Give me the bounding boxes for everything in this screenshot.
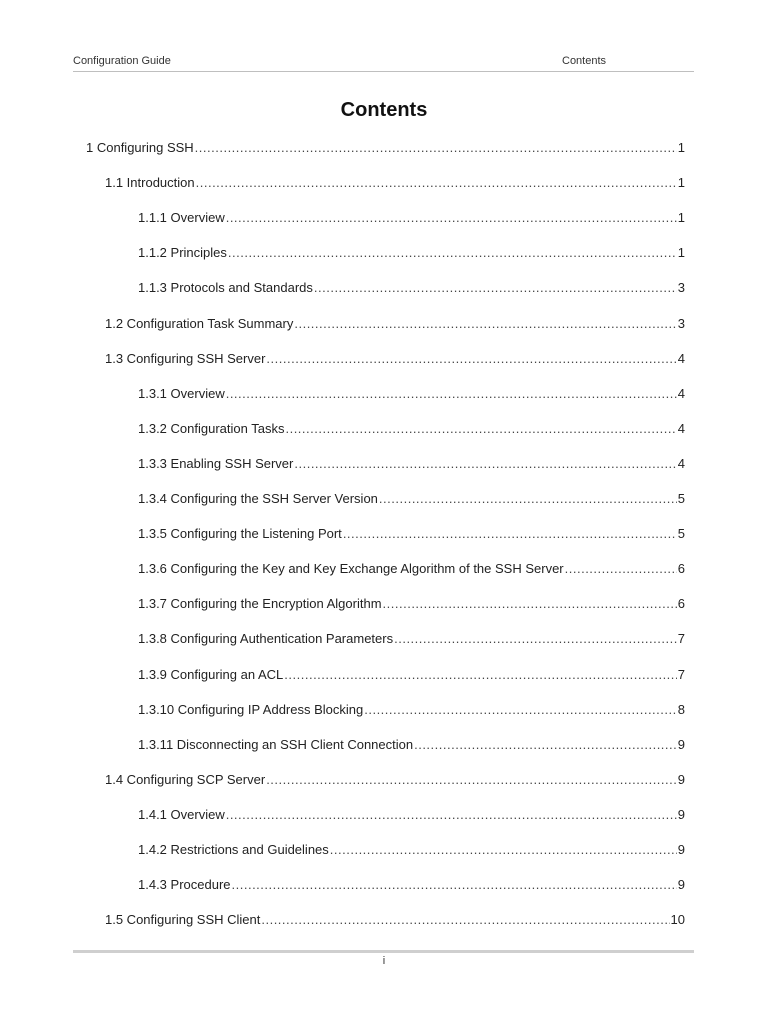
toc-dot-leader bbox=[284, 667, 676, 683]
toc-entry-label: 1.1.1 Overview bbox=[138, 210, 225, 226]
toc-entry-label: 1.4.3 Procedure bbox=[138, 877, 231, 893]
toc-entry-page-number: 9 bbox=[677, 771, 685, 787]
toc-entry[interactable] bbox=[138, 278, 685, 296]
page-title: Contents bbox=[340, 99, 428, 121]
header-section-title: Contents bbox=[562, 55, 607, 67]
toc-entry-label: 1.4 Configuring SCP Server bbox=[105, 771, 266, 787]
toc-entry-page-number: 1 bbox=[677, 245, 685, 261]
header-document-title: Configuration Guide bbox=[73, 55, 171, 67]
toc-entry[interactable] bbox=[105, 349, 685, 367]
toc-dot-leader bbox=[285, 421, 676, 437]
toc-entry-page-number: 8 bbox=[677, 701, 685, 717]
toc-entry[interactable] bbox=[138, 875, 685, 893]
toc-entry-label: 1.3.1 Overview bbox=[138, 385, 225, 401]
toc-entry[interactable] bbox=[138, 805, 685, 823]
toc-entry-label: 1.3.8 Configuring Authentication Parameters bbox=[138, 631, 394, 647]
toc-entry-page-number: 9 bbox=[677, 842, 685, 857]
toc-entry-page-number: 9 bbox=[677, 877, 685, 893]
toc-dot-leader bbox=[394, 631, 677, 647]
toc-entry[interactable] bbox=[105, 173, 685, 191]
footer-page-number: i bbox=[382, 955, 386, 967]
toc-entry[interactable] bbox=[105, 910, 685, 928]
toc-entry-page-number: 5 bbox=[677, 526, 685, 542]
toc-entry-label: 1.5 Configuring SSH Client bbox=[105, 912, 261, 928]
toc-entry-page-number: 4 bbox=[677, 455, 685, 471]
toc-entry-label: 1.1.2 Principles bbox=[138, 245, 227, 261]
toc-entry[interactable] bbox=[138, 454, 685, 472]
toc-dot-leader bbox=[314, 280, 677, 296]
toc-entry-page-number: 1 bbox=[677, 210, 685, 226]
toc-entry[interactable] bbox=[138, 524, 685, 542]
toc-entry[interactable] bbox=[138, 559, 685, 577]
toc-entry[interactable] bbox=[138, 840, 685, 858]
toc-entry-page-number: 7 bbox=[677, 666, 685, 682]
toc-entry-label: 1.3.2 Configuration Tasks bbox=[138, 420, 285, 436]
toc-entry-page-number: 5 bbox=[677, 491, 685, 506]
toc-entry[interactable] bbox=[138, 384, 685, 402]
toc-entry-page-number: 3 bbox=[677, 315, 685, 331]
toc-entry-label: 1.3.7 Configuring the Encryption Algorithm bbox=[138, 596, 382, 612]
toc-entry-label: 1.3 Configuring SSH Server bbox=[105, 350, 266, 366]
toc-entry-page-number: 9 bbox=[677, 736, 685, 752]
toc-entry[interactable] bbox=[138, 243, 685, 261]
toc-entry-label: 1.2 Configuration Task Summary bbox=[105, 315, 294, 331]
toc-entry-label: 1.4.2 Restrictions and Guidelines bbox=[138, 842, 329, 857]
toc-entry-label: 1.3.5 Configuring the Listening Port bbox=[138, 526, 342, 542]
toc-entry-page-number: 7 bbox=[677, 631, 685, 647]
toc-dot-leader bbox=[330, 842, 677, 858]
toc-entry-label: 1.3.11 Disconnecting an SSH Client Connection bbox=[138, 736, 414, 752]
toc-entry-page-number: 4 bbox=[677, 350, 685, 366]
toc-dot-leader bbox=[266, 351, 676, 367]
toc-dot-leader bbox=[261, 912, 669, 928]
page-header bbox=[73, 54, 694, 72]
toc-entry[interactable] bbox=[138, 700, 685, 718]
toc-entry[interactable] bbox=[138, 208, 685, 226]
toc-dot-leader bbox=[226, 386, 677, 402]
toc-dot-leader bbox=[266, 772, 677, 788]
toc-dot-leader bbox=[195, 140, 677, 156]
toc-entry-label: 1.3.9 Configuring an ACL bbox=[138, 666, 284, 682]
toc-entry[interactable] bbox=[86, 138, 685, 156]
toc-dot-leader bbox=[226, 807, 677, 823]
toc-entry[interactable] bbox=[138, 594, 685, 612]
toc-entry-label: 1.1.3 Protocols and Standards bbox=[138, 280, 313, 296]
toc-entry-page-number: 4 bbox=[677, 420, 685, 436]
toc-entry-label: 1.4.1 Overview bbox=[138, 806, 225, 822]
toc-entry-label: 1.3.6 Configuring the Key and Key Exchange Algorithm of the SSH Server bbox=[138, 561, 564, 577]
toc-entry-label: 1.3.4 Configuring the SSH Server Version bbox=[138, 491, 378, 506]
toc-entry[interactable] bbox=[105, 314, 685, 332]
toc-entry-page-number: 6 bbox=[677, 561, 685, 577]
toc-entry-page-number: 1 bbox=[677, 175, 685, 191]
toc-dot-leader bbox=[226, 210, 677, 226]
toc-entry[interactable] bbox=[138, 665, 685, 683]
toc-dot-leader bbox=[383, 596, 677, 612]
toc-entry-label: 1.3.10 Configuring IP Address Blocking bbox=[138, 701, 364, 717]
toc-dot-leader bbox=[196, 175, 677, 191]
toc-entry-page-number: 4 bbox=[677, 385, 685, 401]
toc-entry-page-number: 9 bbox=[677, 806, 685, 822]
toc-entry-page-number: 3 bbox=[677, 280, 685, 296]
toc-dot-leader bbox=[565, 561, 677, 577]
toc-dot-leader bbox=[343, 526, 677, 542]
toc-entry-label: 1 Configuring SSH bbox=[86, 140, 194, 155]
toc-entry[interactable] bbox=[138, 489, 685, 507]
toc-entry[interactable] bbox=[138, 735, 685, 753]
toc-entry[interactable] bbox=[138, 419, 685, 437]
toc-dot-leader bbox=[294, 316, 676, 332]
footer-divider bbox=[73, 950, 694, 953]
toc-entry[interactable] bbox=[105, 770, 685, 788]
toc-entry-page-number: 6 bbox=[677, 596, 685, 612]
toc-dot-leader bbox=[294, 456, 676, 472]
toc-dot-leader bbox=[379, 491, 677, 507]
toc-entry-label: 1.1 Introduction bbox=[105, 175, 195, 191]
toc-dot-leader bbox=[228, 245, 677, 261]
toc-entry-page-number: 10 bbox=[670, 912, 685, 928]
toc-entry-page-number: 1 bbox=[677, 140, 685, 155]
toc-entry[interactable] bbox=[138, 629, 685, 647]
toc-dot-leader bbox=[364, 702, 677, 718]
toc-dot-leader bbox=[232, 877, 677, 893]
toc-dot-leader bbox=[414, 737, 677, 753]
toc-entry-label: 1.3.3 Enabling SSH Server bbox=[138, 455, 294, 471]
